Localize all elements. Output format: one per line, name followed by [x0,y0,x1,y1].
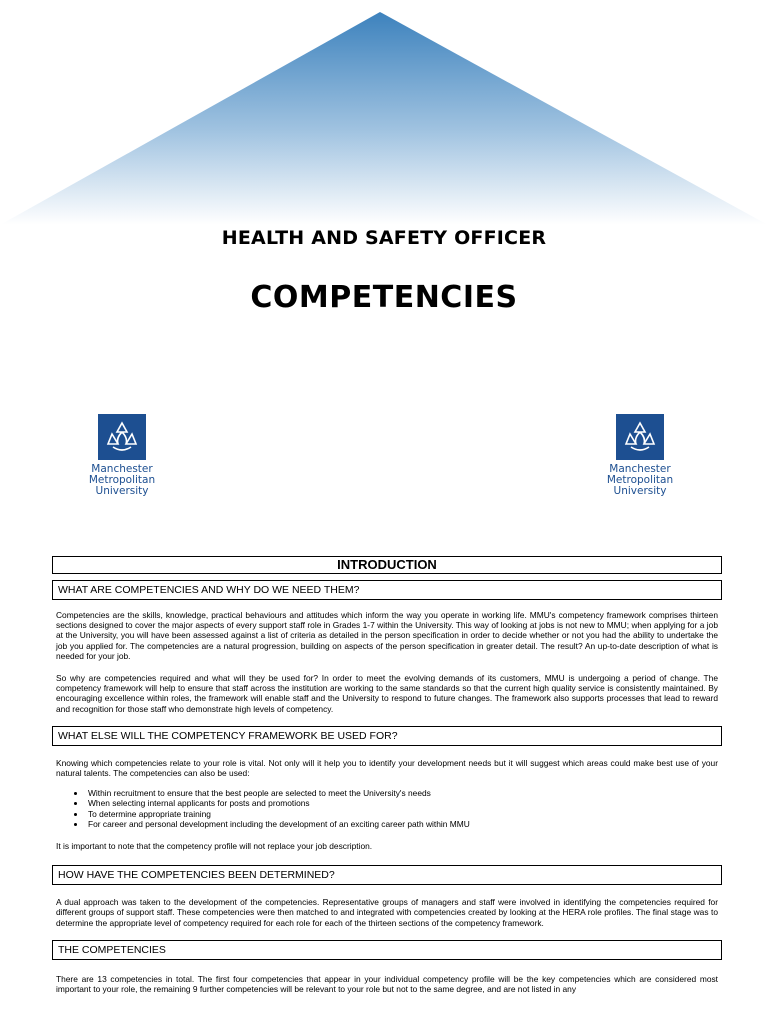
mmu-emblem-icon [98,414,146,460]
section-heading-how-determined: HOW HAVE THE COMPETENCIES BEEN DETERMINED? [52,865,722,885]
paragraph: There are 13 competencies in total. The first four competencies that appear in your individual competency profile will be the key competencies which are considered most important to your role, the remaining 9 further competencies will be relevant to your role but not to the same degree, and are not listed in any [56,973,718,995]
document-body [52,556,722,994]
header-banner [0,0,768,230]
paragraph: Knowing which competencies relate to your role is vital. Not only will it help you to identify your development needs but it will suggest which areas could make best use of your natural talents. The competencies can also be used: [56,757,718,779]
section-heading-what-else: WHAT ELSE WILL THE COMPETENCY FRAMEWORK BE USED FOR? [52,726,722,746]
logo-wordmark: Manchester Metropolitan University [606,463,674,497]
paragraph: Competencies are the skills, knowledge, practical behaviours and attitudes which inform the way you operate in working life. MMU's competency framework comprises thirteen sections designed to cover the major aspects of every support staff role in Grades 1-7 within the University. This way of looking at jobs is not new to MMU; when applying for a job at the University, you will have been assessed against a list of criteria as detailed in the person specification in order to decide whether or not you had the ability to undertake the job you applied for. The competencies are a natural progression, building on aspects of the person specification in greater detail. The result? An up-to-date description of what is needed for your job. [56,610,718,661]
document-title: HEALTH AND SAFETY OFFICER [221,227,547,249]
list-item: • When selecting internal applicants for posts and promotions [86,798,722,808]
logo-wordmark: Manchester Metropolitan University [88,463,156,497]
paragraph: It is important to note that the competency profile will not replace your job description. [56,841,373,852]
mmu-logo-right [590,414,690,497]
introduction-heading: INTRODUCTION [52,556,722,574]
usage-list [52,788,722,829]
section-heading-the-competencies: THE COMPETENCIES [52,940,722,960]
paragraph: So why are competencies required and what will they be used for? In order to meet the evolving demands of its customers, MMU is undergoing a period of change. The competency framework will help to ensure that staff across the institution are working to the same standards so that the current high quality service is consistently maintained. By encouraging excellence within roles, the framework will enable staff and the University to respond to future changes. The framework also supports processes that lead to reward and recognition for those staff who demonstrate high levels of competency. [56,673,718,714]
list-item: • Within recruitment to ensure that the best people are selected to meet the University's needs [86,788,722,798]
mmu-emblem-icon [616,414,664,460]
section-heading-what-are: WHAT ARE COMPETENCIES AND WHY DO WE NEED THEM? [52,580,722,600]
list-item: • For career and personal development including the development of an exciting career path within MMU [86,819,722,829]
document-subtitle: COMPETENCIES [250,280,518,315]
mmu-logo-left [72,414,172,497]
list-item: • To determine appropriate training [86,809,722,819]
paragraph: A dual approach was taken to the development of the competencies. Representative groups of managers and staff were involved in identifying the competencies required for different groups of support staff. These competencies were then matched to and integrated with competencies created by looking at the HERA role profiles. The final stage was to determine the appropriate level of competency required for each role for each of the thirteen sections of the competency framework. [56,897,718,928]
